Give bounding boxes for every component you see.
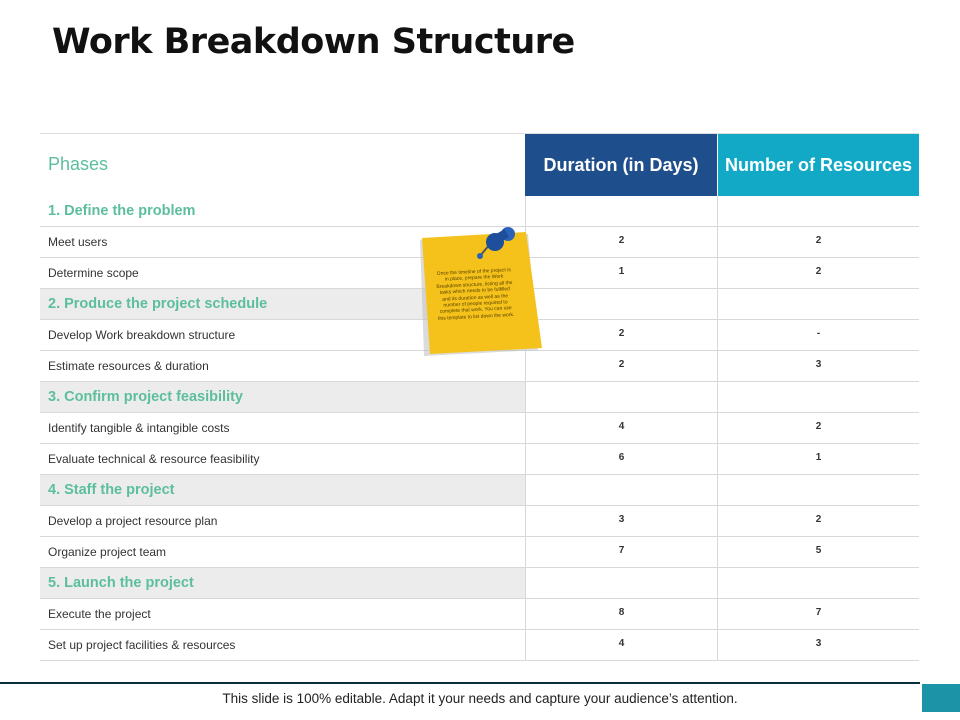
task-row xyxy=(40,506,919,537)
duration-header: Duration (in Days) xyxy=(525,134,717,196)
phase-name: 5. Launch the project xyxy=(40,568,525,598)
task-row xyxy=(40,599,919,630)
task-name: Organize project team xyxy=(48,545,167,559)
task-name: Develop a project resource plan xyxy=(48,514,218,528)
duration-cell xyxy=(525,196,717,226)
phase-name: 4. Staff the project xyxy=(40,475,525,505)
resources-cell: 3 xyxy=(717,351,919,381)
resources-cell: 2 xyxy=(717,506,919,536)
duration-cell: 2 xyxy=(525,227,717,257)
task-row xyxy=(40,537,919,568)
slide-title: Work Breakdown Structure xyxy=(52,22,575,62)
footer-accent-square xyxy=(922,684,960,712)
phase-name: 1. Define the problem xyxy=(48,203,196,219)
resources-cell: 1 xyxy=(717,444,919,474)
resources-cell xyxy=(717,196,919,226)
duration-cell: 2 xyxy=(525,320,717,350)
wbs-table xyxy=(40,133,919,661)
phase-row xyxy=(40,568,919,599)
phase-row xyxy=(40,475,919,506)
duration-cell: 3 xyxy=(525,506,717,536)
resources-cell xyxy=(717,289,919,319)
resources-cell: 2 xyxy=(717,227,919,257)
resources-header: Number of Resources xyxy=(718,134,919,196)
sticky-note-text: Once the timeline of the project is in place, prepare the Work Breakdown structure, listing all the tasks which needs to be fulfilled and its duration as well as the number of people required to complete that work. You can use this template to list down the work. xyxy=(436,267,515,322)
task-name: Estimate resources & duration xyxy=(48,359,209,373)
phase-name: 3. Confirm project feasibility xyxy=(40,382,525,412)
duration-cell: 6 xyxy=(525,444,717,474)
phase-row xyxy=(40,196,919,227)
duration-cell: 4 xyxy=(525,413,717,443)
duration-cell xyxy=(525,382,717,412)
resources-cell xyxy=(717,475,919,505)
task-name: Execute the project xyxy=(48,607,151,621)
duration-cell xyxy=(525,568,717,598)
task-name: Identify tangible & intangible costs xyxy=(48,421,230,435)
resources-cell: 2 xyxy=(717,413,919,443)
task-row xyxy=(40,413,919,444)
task-name: Set up project facilities & resources xyxy=(48,638,236,652)
task-name: Meet users xyxy=(48,235,108,249)
duration-cell: 8 xyxy=(525,599,717,629)
task-row xyxy=(40,444,919,475)
duration-cell: 7 xyxy=(525,537,717,567)
resources-cell: - xyxy=(717,320,919,350)
duration-cell: 4 xyxy=(525,630,717,660)
duration-cell xyxy=(525,289,717,319)
resources-cell xyxy=(717,382,919,412)
footer-text: This slide is 100% editable. Adapt it your needs and capture your audience’s attention. xyxy=(222,691,738,706)
phases-header: Phases xyxy=(48,154,109,174)
phase-row xyxy=(40,382,919,413)
task-name: Develop Work breakdown structure xyxy=(48,328,236,342)
resources-cell: 2 xyxy=(717,258,919,288)
resources-cell: 7 xyxy=(717,599,919,629)
duration-cell xyxy=(525,475,717,505)
duration-cell: 1 xyxy=(525,258,717,288)
task-name: Determine scope xyxy=(48,266,139,280)
phase-name: 2. Produce the project schedule xyxy=(40,289,525,319)
table-header xyxy=(40,133,919,196)
resources-cell: 5 xyxy=(717,537,919,567)
task-row xyxy=(40,630,919,661)
task-name: Evaluate technical & resource feasibility xyxy=(48,452,260,466)
footer-divider xyxy=(0,682,920,684)
duration-cell: 2 xyxy=(525,351,717,381)
resources-cell xyxy=(717,568,919,598)
resources-cell: 3 xyxy=(717,630,919,660)
